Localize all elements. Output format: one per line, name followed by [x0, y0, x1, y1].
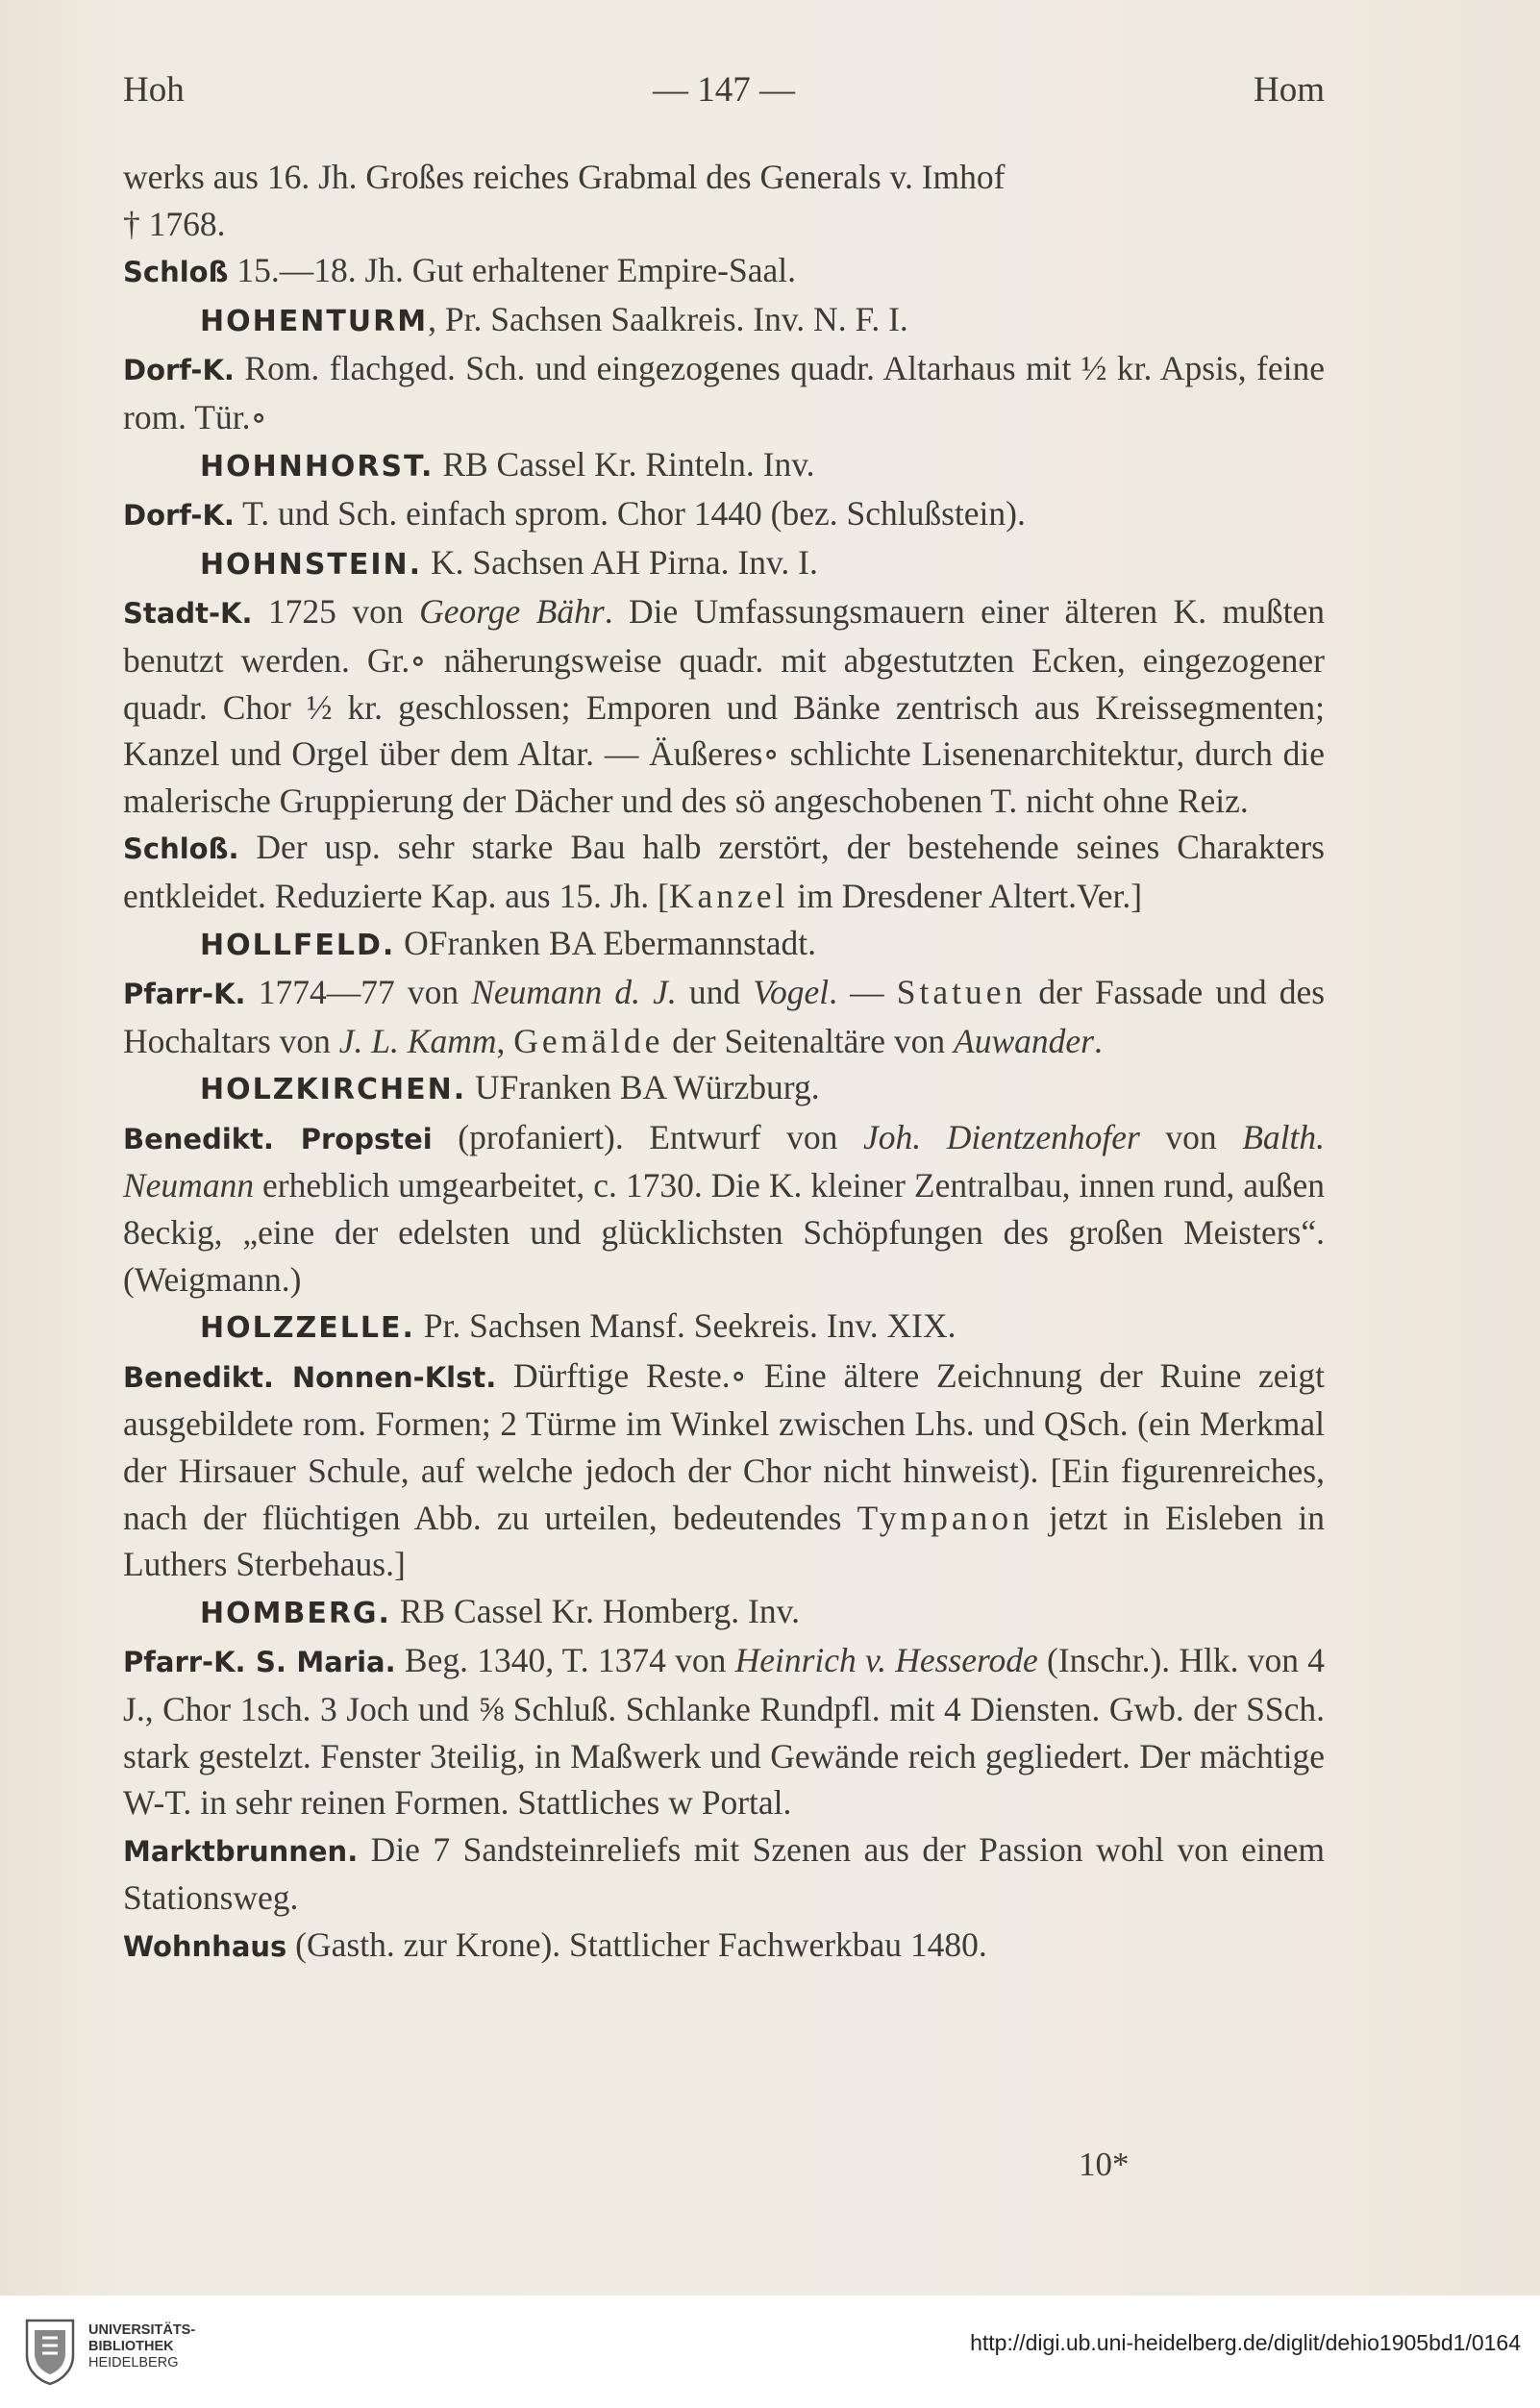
paragraph: Schloß. Der usp. sehr starke Bau halb zerstört, der bestehende seines Charakters entkleidet. Reduzierte Kap. aus 15. Jh. [Kanzel im Dresdener Altert.Ver.]	[123, 828, 1325, 915]
paragraph: Pfarr-K. 1774—77 von Neumann d. J. und Vogel. — Statuen der Fassade und des Hochaltars von J. L. Kamm, Gemälde der Seitenaltäre von Auwander.	[123, 973, 1326, 1060]
digitization-footer	[0, 2296, 1540, 2408]
library-logo-text: UNIVERSITÄTS- BIBLIOTHEK HEIDELBERG	[88, 2322, 196, 2371]
page-number: — 147 —	[653, 70, 795, 110]
place-name: HOHENTURM	[200, 304, 429, 338]
paragraph: Dorf-K. T. und Sch. einfach sprom. Chor 1440 (bez. Schlußstein).	[123, 494, 1026, 534]
place-entry: HOLZZELLE. Pr. Sachsen Mansf. Seekreis. Inv. XIX.	[200, 1306, 956, 1346]
header-left: Hoh	[123, 70, 185, 110]
running-header	[123, 69, 1325, 127]
paragraph: werks aus 16. Jh. Großes reiches Grabmal des Generals v. Imhof † 1768.	[123, 158, 1006, 243]
library-seal-icon	[21, 2317, 79, 2386]
source-url-link[interactable]: http://digi.ub.uni-heidelberg.de/diglit/dehio1905bd1/0164	[970, 2330, 1521, 2355]
header-right: Hom	[1254, 70, 1325, 110]
signature-mark: 10*	[1079, 2146, 1130, 2183]
place-name: HOMBERG.	[200, 1596, 391, 1630]
place-entry: HOLZKIRCHEN. UFranken BA Würzburg.	[200, 1068, 820, 1107]
paragraph: Pfarr-K. S. Maria. Beg. 1340, T. 1374 von Heinrich v. Hesserode (Inschr.). Hlk. von 4 J., Chor 1sch. 3 Joch und ⅝ Schluß. Schlanke Rundpfl. mit 4 Diensten. Gwb. der SSch. stark gestelzt. Fenster 3teilig, in Maßwerk und Gewände reich gegliedert. Der mächtige W-T. in sehr reinen Formen. Stattliches w Portal.	[123, 1641, 1325, 1823]
place-entry: HOHNSTEIN. K. Sachsen AH Pirna. Inv. I.	[200, 542, 818, 582]
place-name: HOLZKIRCHEN.	[200, 1073, 467, 1107]
paragraph: Benedikt. Nonnen-Klst. Dürftige Reste.∘ Eine ältere Zeichnung der Ruine zeigt ausgebildete rom. Formen; 2 Türme im Winkel zwischen Lhs. und QSch. (ein Merkmal der Hirsauer Schule, auf welche jedoch der Chor nicht hinweist). [Ein figurenreiches, nach der flüchtigen Abb. zu urteilen, bedeutendes Tympanon jetzt in Eisleben in Luthers Sterbehaus.]	[123, 1355, 1326, 1584]
body-text	[123, 154, 1325, 1971]
paragraph: Dorf-K. Rom. flachged. Sch. und eingezogenes quadr. Altarhaus mit ½ kr. Apsis, feine rom. Tür.∘	[123, 349, 1325, 436]
place-entry: HOLLFELD. OFranken BA Ebermannstadt.	[200, 923, 817, 962]
place-name: HOHNHORST.	[200, 449, 435, 484]
place-entry: HOHNHORST. RB Cassel Kr. Rinteln. Inv.	[200, 444, 815, 484]
place-name: HOLLFELD.	[200, 928, 396, 962]
paragraph: Schloß 15.—18. Jh. Gut erhaltener Empire-Saal.	[123, 251, 796, 290]
paragraph: Benedikt. Propstei (profaniert). Entwurf von Joh. Dientzenhofer von Balth. Neumann erheblich umgearbeitet, c. 1730. Die K. kleiner Zentralbau, innen rund, außen 8eckig, „eine der edelsten und glücklichsten Schöpfungen des großen Meisters“. (Weigmann.)	[123, 1117, 1325, 1299]
place-entry: HOHENTURM, Pr. Sachsen Saalkreis. Inv. N. F. I.	[200, 299, 908, 338]
paragraph: Wohnhaus (Gasth. zur Krone). Stattlicher Fachwerkbau 1480.	[123, 1924, 987, 1964]
place-entry: HOMBERG. RB Cassel Kr. Homberg. Inv.	[200, 1591, 800, 1630]
place-name: HOLZZELLE.	[200, 1311, 415, 1346]
paragraph: Stadt-K. 1725 von George Bähr. Die Umfassungsmauern einer älteren K. mußten benutzt werden. Gr.∘ näherungsweise quadr. mit abgestutzten Ecken, eingezogener quadr. Chor ½ kr. geschlossen; Emporen und Bänke zentrisch aus Kreissegmenten; Kanzel und Orgel über dem Altar. — Äußeres∘ schlichte Lisenenarchitektur, durch die malerische Gruppierung der Dächer und des sö angeschobenen T. nicht ohne Reiz.	[123, 592, 1326, 820]
place-name: HOHNSTEIN.	[200, 547, 423, 582]
paragraph: Marktbrunnen. Die 7 Sandsteinreliefs mit Szenen aus der Passion wohl von einem Stationsweg.	[123, 1829, 1325, 1918]
